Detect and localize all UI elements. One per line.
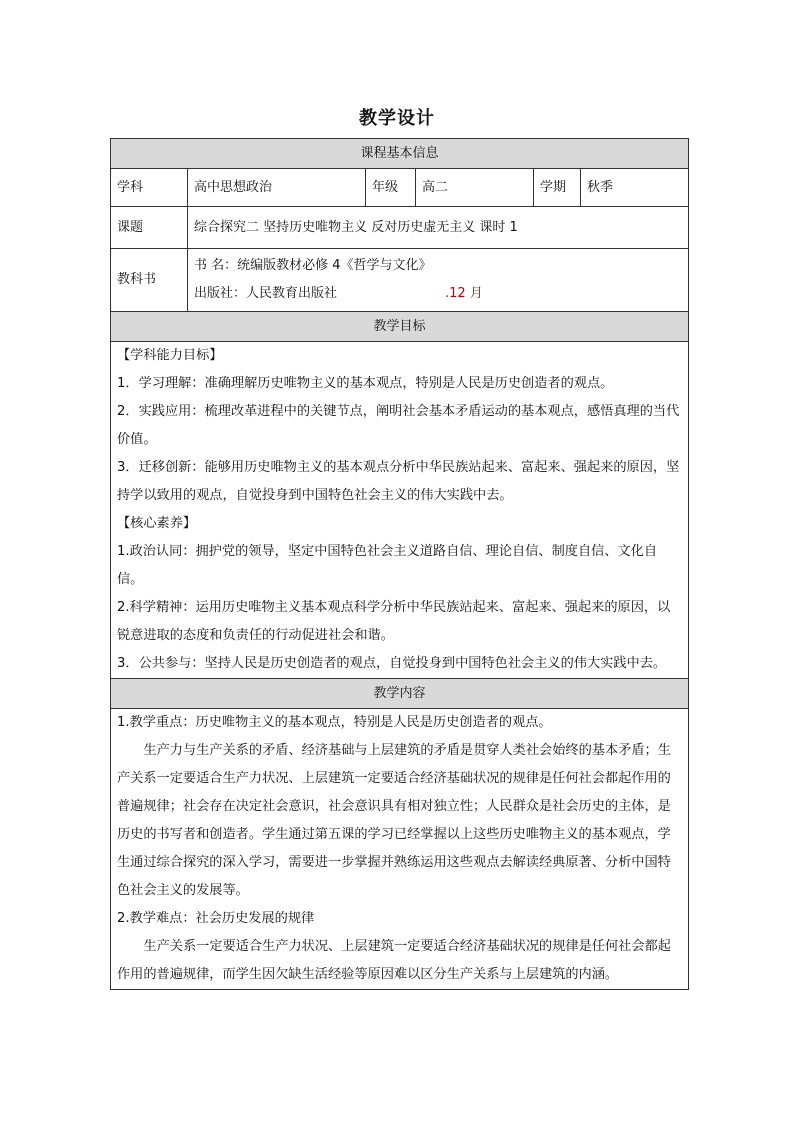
textbook-label: 教科书: [111, 249, 188, 312]
publisher-row: [194, 280, 682, 308]
ability-item-3: 3．迁移创新：能够用历史唯物主义的基本观点分析中华民族站起来、富起来、强起来的原因，坚持学以致用的观点，自觉投身到中国特色社会主义的伟大实践中去。: [117, 460, 680, 503]
term-value: 秋季: [581, 169, 689, 207]
ability-item-2: 2．实践应用：梳理改革进程中的关键节点，阐明社会基本矛盾运动的基本观点，感悟真理的当代价值。: [117, 404, 680, 447]
section-header-content: 教学内容: [111, 679, 689, 709]
core-heading: 【核心素养】: [117, 516, 197, 531]
content-cell: [111, 709, 689, 990]
ability-heading: 【学科能力目标】: [117, 348, 223, 363]
section-header-objectives: 教学目标: [111, 312, 689, 342]
ability-item-1: 1．学习理解：准确理解历史唯物主义的基本观点，特别是人民是历史创造者的观点。: [117, 376, 614, 391]
topic-value: 综合探究二 坚持历史唯物主义 反对历史虚无主义 课时 1: [188, 207, 689, 249]
key-point-detail: 生产力与生产关系的矛盾、经济基础与上层建筑的矛盾是贯穿人类社会始终的基本矛盾；生产关系一定要适合生产力状况、上层建筑一定要适合经济基础状况的规律是任何社会都起作用的普遍规律；社会存在决定社会意识，社会意识具有相对独立性；人民群众是社会历史的主体，是历史的书写者和创造者。学生通过第五课的学习已经掌握以上这些历史唯物主义的基本观点，学生通过综合探究的深入学习，需要进一步掌握并熟练运用这些观点去解读经典原著、分析中国特色社会主义的发展等。: [117, 743, 671, 898]
section-header-basic-info: 课程基本信息: [111, 139, 689, 169]
core-item-1: 1.政治认同：拥护党的领导，坚定中国特色社会主义道路自信、理论自信、制度自信、文化自信。: [117, 544, 658, 587]
core-item-3: 3．公共参与：坚持人民是历史创造者的观点，自觉投身到中国特色社会主义的伟大实践中去。: [117, 656, 667, 671]
term-label: 学期: [534, 169, 581, 207]
document-title: 教学设计: [359, 108, 435, 129]
topic-label: 课题: [111, 207, 188, 249]
book-name-line: 书 名：统编版教材必修 4《哲学与文化》: [194, 258, 432, 273]
publish-date: .12 月: [445, 286, 483, 301]
lesson-plan-table: [110, 138, 689, 990]
key-point: 1.教学重点：历史唯物主义的基本观点，特别是人民是历史创造者的观点。: [117, 715, 552, 730]
grade-label: 年级: [366, 169, 416, 207]
subject-label: 学科: [111, 169, 188, 207]
difficult-point-detail: 生产关系一定要适合生产力状况、上层建筑一定要适合经济基础状况的规律是任何社会都起作用的普遍规律，而学生因欠缺生活经验等原因难以区分生产关系与上层建筑的内涵。: [117, 939, 671, 982]
subject-value: 高中思想政治: [188, 169, 366, 207]
publisher-line: 出版社：人民教育出版社: [194, 286, 338, 301]
grade-value: 高二: [416, 169, 534, 207]
difficult-point: 2.教学难点：社会历史发展的规律: [117, 911, 315, 926]
core-item-2: 2.科学精神：运用历史唯物主义基本观点科学分析中华民族站起来、富起来、强起来的原因，以锐意进取的态度和负责任的行动促进社会和谐。: [117, 600, 671, 643]
objectives-cell: [111, 342, 689, 679]
